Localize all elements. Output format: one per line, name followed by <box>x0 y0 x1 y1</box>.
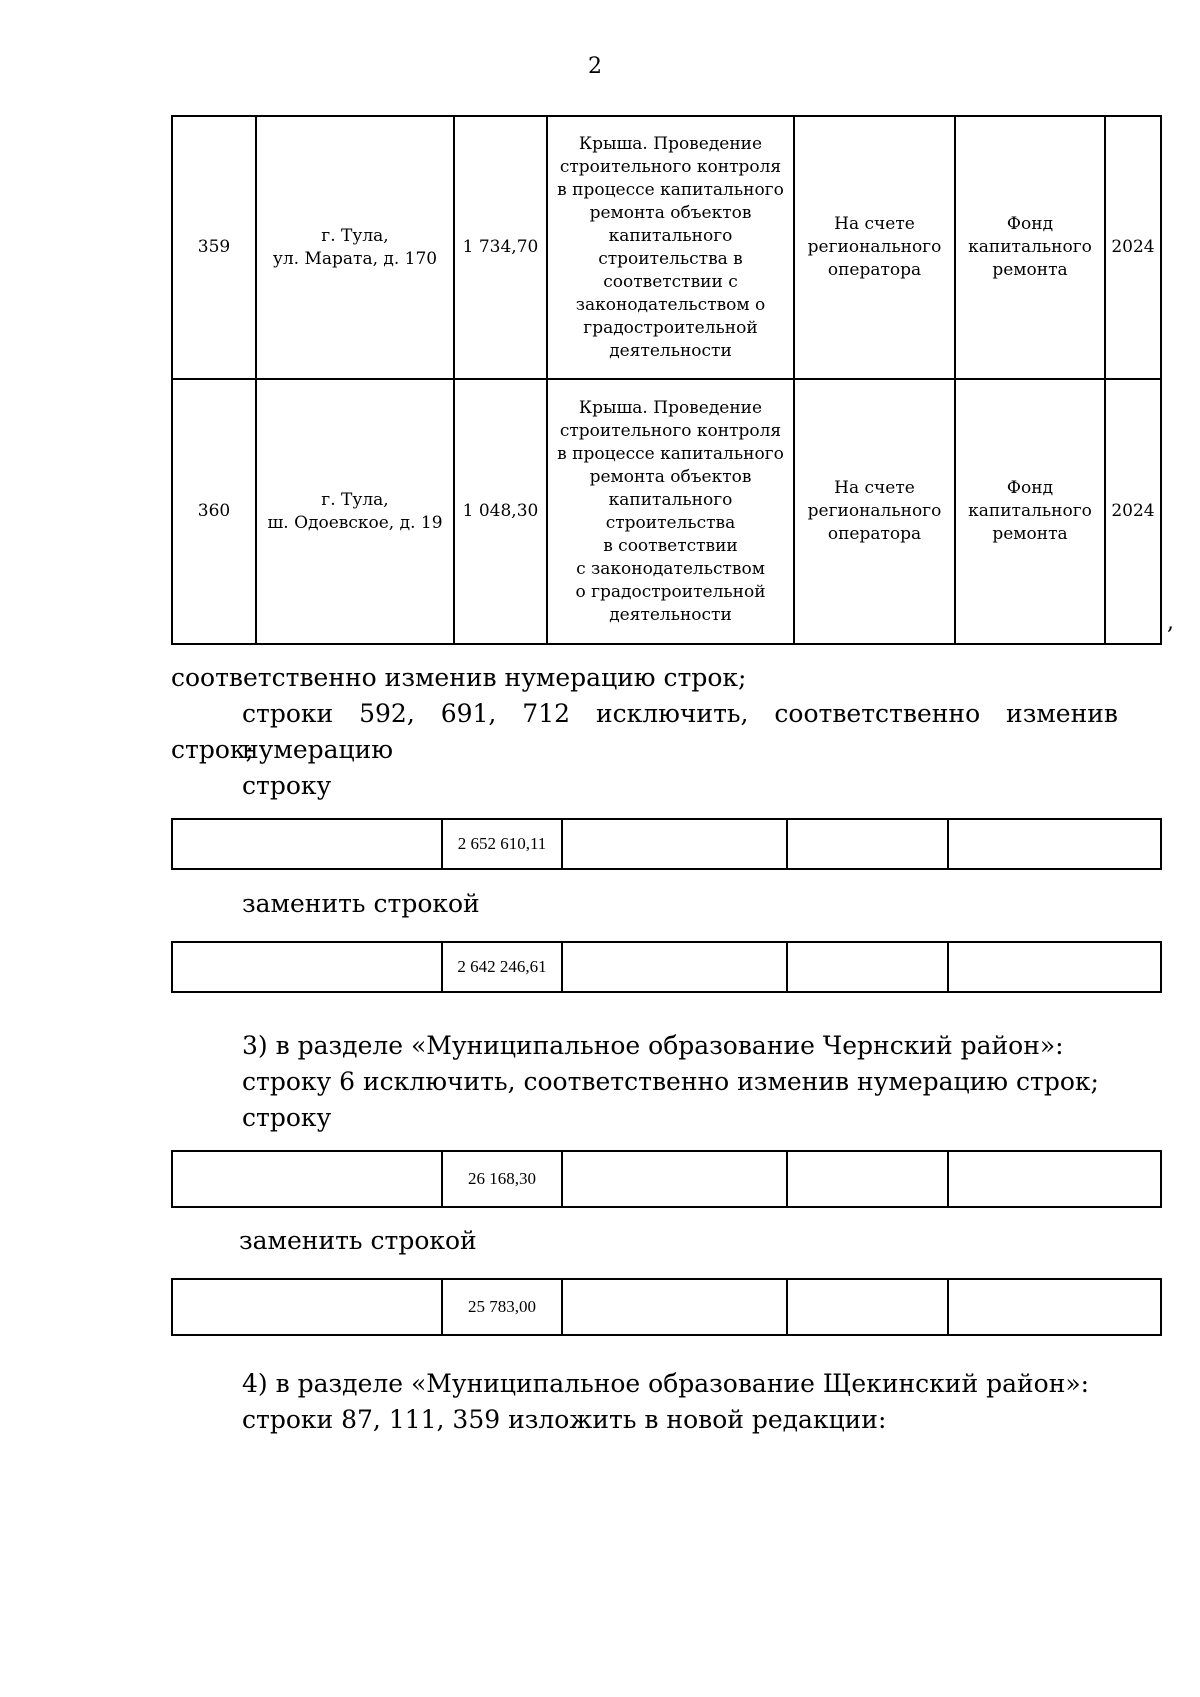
table-row <box>172 379 1161 644</box>
area-cell: 1 734,70 <box>454 116 547 379</box>
address-cell: г. Тула, ул. Марата, д. 170 <box>256 116 454 379</box>
section-title: 4) в разделе «Муниципальное образование Щекинский район»: <box>242 1369 1090 1398</box>
table-cell <box>562 1279 787 1335</box>
paragraph-line: строку <box>242 1103 332 1132</box>
amount-cell: 2 642 246,61 <box>442 942 562 992</box>
paragraph-line: строку <box>242 771 332 800</box>
table-cell <box>948 1279 1161 1335</box>
paragraph-line: соответственно изменив нумерацию строк; <box>171 663 747 692</box>
table-cell <box>172 819 442 869</box>
table-cell <box>948 1151 1161 1207</box>
work-description-cell: Крыша. Проведение строительного контроля в процессе капитального ремонта объектов капитального строительства в соответствии с законодательством о градостроительной деятельности <box>547 116 794 379</box>
fund-cell: Фонд капитального ремонта <box>955 379 1105 644</box>
year-cell: 2024 <box>1105 379 1161 644</box>
paragraph-line: строк; <box>171 735 254 764</box>
main-table <box>171 115 1162 645</box>
table-row <box>172 1151 1161 1207</box>
row-number: 360 <box>172 379 256 644</box>
paragraph-line: строку 6 исключить, соответственно изменив нумерацию строк; <box>242 1067 1099 1096</box>
page-number: 2 <box>588 54 602 79</box>
address-cell: г. Тула, ш. Одоевское, д. 19 <box>256 379 454 644</box>
table-cell <box>787 1279 948 1335</box>
paragraph-line: заменить строкой <box>239 1226 477 1255</box>
row-number: 359 <box>172 116 256 379</box>
table-cell <box>562 942 787 992</box>
replacement-table-new-2 <box>171 1278 1162 1336</box>
table-cell <box>172 942 442 992</box>
trailing-comma: , <box>1167 610 1174 635</box>
table-cell <box>562 819 787 869</box>
table-row <box>172 819 1161 869</box>
year-cell: 2024 <box>1105 116 1161 379</box>
amount-cell: 2 652 610,11 <box>442 819 562 869</box>
paragraph-line: строки 87, 111, 359 изложить в новой редакции: <box>242 1405 887 1434</box>
table-cell <box>787 819 948 869</box>
work-description-cell: Крыша. Проведение строительного контроля в процессе капитального ремонта объектов капитального строительства в соответствии с законодательством о градостроительной деятельности <box>547 379 794 644</box>
table-cell <box>787 1151 948 1207</box>
table-cell <box>562 1151 787 1207</box>
paragraph-line: заменить строкой <box>242 889 480 918</box>
replacement-table-new-1 <box>171 941 1162 993</box>
paragraph-line-justified: строки 592, 691, 712 исключить, соответственно изменив нумерацию <box>242 699 1118 764</box>
amount-cell: 25 783,00 <box>442 1279 562 1335</box>
table-cell <box>172 1279 442 1335</box>
table-cell <box>948 942 1161 992</box>
amount-cell: 26 168,30 <box>442 1151 562 1207</box>
table-row <box>172 942 1161 992</box>
account-cell: На счете регионального оператора <box>794 116 955 379</box>
table-row <box>172 116 1161 379</box>
table-cell <box>172 1151 442 1207</box>
section-title: 3) в разделе «Муниципальное образование Чернский район»: <box>242 1031 1064 1060</box>
area-cell: 1 048,30 <box>454 379 547 644</box>
replacement-table-old-2 <box>171 1150 1162 1208</box>
account-cell: На счете регионального оператора <box>794 379 955 644</box>
replacement-table-old-1 <box>171 818 1162 870</box>
table-cell <box>787 942 948 992</box>
table-row <box>172 1279 1161 1335</box>
table-cell <box>948 819 1161 869</box>
fund-cell: Фонд капитального ремонта <box>955 116 1105 379</box>
